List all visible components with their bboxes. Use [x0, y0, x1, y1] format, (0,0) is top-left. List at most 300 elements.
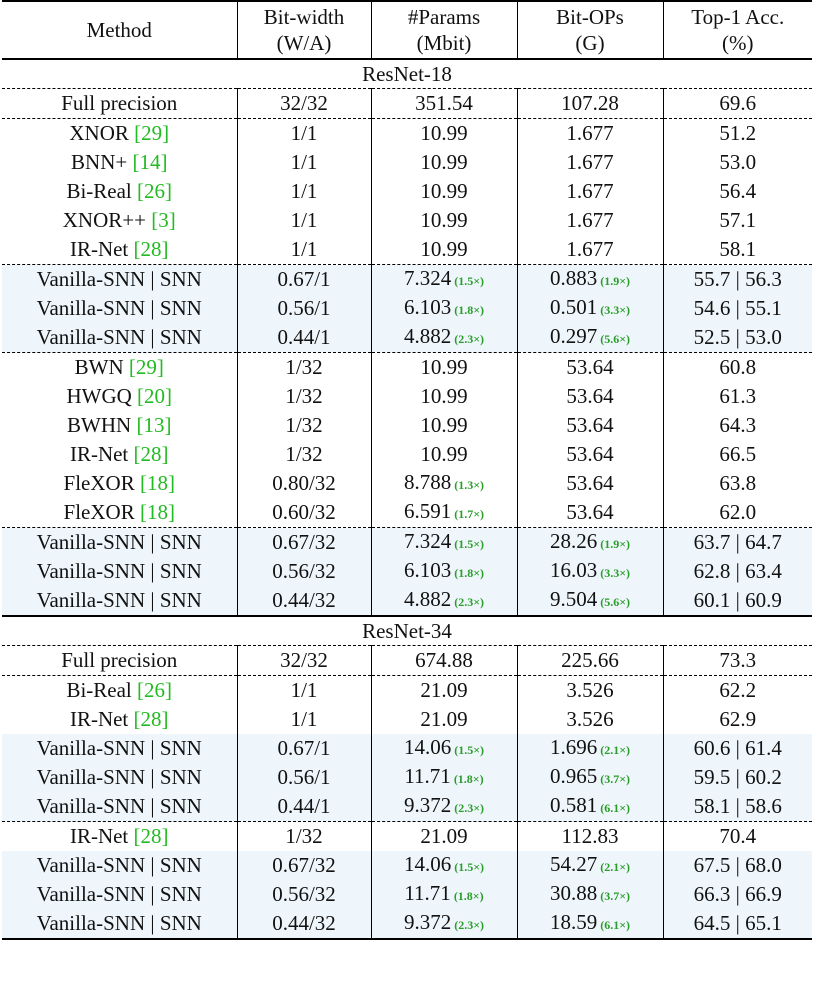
cell-params: [371, 792, 517, 822]
cell-bitwidth: 0.56/32: [237, 880, 371, 909]
bitops-value: 1.677: [566, 179, 614, 203]
cell-bitwidth: 0.67/32: [237, 851, 371, 880]
cell-params: [371, 469, 517, 498]
cell-bitwidth: 1/32: [237, 382, 371, 411]
cell-bitwidth: 32/32: [237, 89, 371, 119]
table-body: [2, 59, 812, 939]
section-title-row: [2, 616, 812, 646]
cell-method: [2, 528, 237, 558]
citation-link[interactable]: [28]: [133, 442, 169, 466]
table-row: [2, 265, 812, 295]
cell-accuracy: 52.5 | 53.0: [663, 323, 812, 353]
citation-link[interactable]: [26]: [137, 678, 173, 702]
method-name: Vanilla-SNN | SNN: [36, 296, 202, 320]
params-compression-ratio: (1.5×): [454, 536, 485, 551]
cell-accuracy: 60.8: [663, 353, 812, 383]
header-bitwidth: Bit-width (W/A): [237, 1, 371, 59]
citation-link[interactable]: [28]: [133, 824, 169, 848]
bitops-speedup-ratio: (3.3×): [600, 302, 631, 317]
header-accuracy: Top-1 Acc. (%): [663, 1, 812, 59]
table-row: [2, 734, 812, 763]
table-row: [2, 880, 812, 909]
cell-params: [371, 646, 517, 676]
params-value: 10.99: [420, 208, 468, 232]
bitops-value: 53.64: [566, 500, 614, 524]
table-row: [2, 586, 812, 616]
params-value: 9.372: [403, 792, 452, 817]
params-value: 4.882: [403, 323, 452, 348]
params-value: 14.06: [403, 734, 452, 759]
cell-bitwidth: 0.44/32: [237, 909, 371, 939]
method-name: IR-Net: [69, 707, 134, 731]
header-method: Method: [86, 18, 152, 42]
section-title: ResNet-34: [362, 618, 452, 643]
bitops-value: 0.501: [549, 294, 598, 319]
cell-accuracy: 57.1: [663, 206, 812, 235]
section-title-row: [2, 59, 812, 89]
params-value: 21.09: [420, 678, 468, 702]
header-params: #Params (Mbit): [371, 1, 517, 59]
cell-params: [371, 734, 517, 763]
method-name: Vanilla-SNN | SNN: [36, 559, 202, 583]
cell-accuracy: 62.0: [663, 498, 812, 528]
citation-link[interactable]: [26]: [137, 179, 173, 203]
cell-method: [2, 705, 237, 734]
citation-link[interactable]: [28]: [133, 707, 169, 731]
cell-bitwidth: 0.44/1: [237, 323, 371, 353]
cell-bitops: [517, 382, 663, 411]
cell-accuracy: 67.5 | 68.0: [663, 851, 812, 880]
bitops-value: 3.526: [566, 678, 614, 702]
bitops-speedup-ratio: (1.9×): [600, 536, 631, 551]
params-value: 21.09: [420, 824, 468, 848]
header-bitops: Bit-OPs (G): [517, 1, 663, 59]
table-row: [2, 235, 812, 265]
cell-bitwidth: 0.67/1: [237, 265, 371, 295]
cell-method: [2, 235, 237, 265]
cell-params: [371, 586, 517, 616]
bitops-value: 1.677: [566, 121, 614, 145]
bitops-value: 30.88: [549, 880, 598, 905]
table-row: [2, 469, 812, 498]
method-name: BNN+: [71, 150, 133, 174]
params-compression-ratio: (1.5×): [454, 742, 485, 757]
cell-method: [2, 557, 237, 586]
cell-params: [371, 676, 517, 706]
method-name: XNOR: [69, 121, 135, 145]
cell-accuracy: 58.1: [663, 235, 812, 265]
params-compression-ratio: (1.8×): [453, 771, 484, 786]
params-compression-ratio: (1.8×): [454, 565, 485, 580]
cell-bitops: [517, 705, 663, 734]
cell-bitwidth: 1/32: [237, 440, 371, 469]
params-value: 10.99: [420, 237, 468, 261]
cell-bitops: [517, 498, 663, 528]
cell-method: [2, 851, 237, 880]
bitops-speedup-ratio: (3.3×): [600, 565, 631, 580]
params-compression-ratio: (2.3×): [454, 917, 485, 932]
cell-bitops: [517, 235, 663, 265]
cell-params: [371, 265, 517, 295]
table-row: [2, 676, 812, 706]
table-row: [2, 909, 812, 939]
table-row: [2, 323, 812, 353]
table-row: [2, 353, 812, 383]
bitops-speedup-ratio: (1.9×): [600, 273, 631, 288]
bitops-speedup-ratio: (5.6×): [600, 331, 631, 346]
cell-method: [2, 880, 237, 909]
cell-bitwidth: 1/1: [237, 177, 371, 206]
cell-method: [2, 177, 237, 206]
cell-params: [371, 411, 517, 440]
method-name: Vanilla-SNN | SNN: [36, 911, 202, 935]
cell-accuracy: 62.9: [663, 705, 812, 734]
table-row: [2, 763, 812, 792]
cell-bitops: [517, 469, 663, 498]
params-compression-ratio: (1.5×): [454, 859, 485, 874]
cell-method: [2, 792, 237, 822]
params-value: 11.71: [404, 763, 451, 788]
bitops-speedup-ratio: (5.6×): [600, 594, 631, 609]
method-name: XNOR++: [62, 208, 152, 232]
method-name: BWHN: [67, 413, 137, 437]
method-name: Vanilla-SNN | SNN: [36, 736, 202, 760]
cell-accuracy: 70.4: [663, 822, 812, 852]
bitops-value: 0.965: [549, 763, 598, 788]
cell-bitwidth: 0.44/1: [237, 792, 371, 822]
cell-params: [371, 763, 517, 792]
params-value: 14.06: [403, 851, 452, 876]
method-name: Bi-Real: [66, 678, 138, 702]
cell-accuracy: 62.8 | 63.4: [663, 557, 812, 586]
cell-method: [2, 294, 237, 323]
cell-method: [2, 763, 237, 792]
cell-bitwidth: 0.67/32: [237, 528, 371, 558]
citation-link[interactable]: [18]: [139, 500, 175, 524]
bitops-speedup-ratio: (2.1×): [600, 859, 631, 874]
method-name: Vanilla-SNN | SNN: [36, 794, 202, 818]
cell-bitops: [517, 177, 663, 206]
cell-accuracy: 60.6 | 61.4: [663, 734, 812, 763]
cell-accuracy: 56.4: [663, 177, 812, 206]
cell-params: [371, 822, 517, 852]
params-value: 10.99: [420, 179, 468, 203]
citation-link[interactable]: [28]: [133, 237, 169, 261]
cell-bitops: [517, 528, 663, 558]
params-value: 7.324: [403, 528, 452, 553]
params-compression-ratio: (2.3×): [454, 331, 485, 346]
cell-params: [371, 498, 517, 528]
method-name: Vanilla-SNN | SNN: [36, 325, 202, 349]
bitops-value: 1.677: [566, 208, 614, 232]
params-value: 6.103: [403, 294, 452, 319]
method-name: Vanilla-SNN | SNN: [36, 882, 202, 906]
table-row: [2, 528, 812, 558]
cell-bitwidth: 0.56/1: [237, 763, 371, 792]
method-name: Vanilla-SNN | SNN: [36, 765, 202, 789]
params-value: 6.591: [403, 498, 452, 523]
method-name: Vanilla-SNN | SNN: [36, 853, 202, 877]
cell-bitwidth: 1/1: [237, 206, 371, 235]
cell-bitwidth: 1/1: [237, 676, 371, 706]
cell-bitops: [517, 792, 663, 822]
cell-bitwidth: 0.56/1: [237, 294, 371, 323]
bitops-value: 53.64: [566, 384, 614, 408]
cell-bitops: [517, 89, 663, 119]
cell-bitwidth: 32/32: [237, 646, 371, 676]
params-compression-ratio: (2.3×): [454, 594, 485, 609]
cell-params: [371, 119, 517, 149]
cell-bitwidth: 0.56/32: [237, 557, 371, 586]
table-row: [2, 148, 812, 177]
cell-bitops: [517, 323, 663, 353]
cell-bitops: [517, 119, 663, 149]
cell-bitops: [517, 676, 663, 706]
cell-bitops: [517, 353, 663, 383]
cell-params: [371, 705, 517, 734]
bitops-value: 53.64: [566, 471, 614, 495]
cell-accuracy: 51.2: [663, 119, 812, 149]
bitops-value: 0.297: [549, 323, 598, 348]
cell-bitops: [517, 265, 663, 295]
method-name: HWGQ: [66, 384, 138, 408]
method-name: Vanilla-SNN | SNN: [36, 588, 202, 612]
method-name: Vanilla-SNN | SNN: [36, 267, 202, 291]
cell-method: [2, 206, 237, 235]
bitops-speedup-ratio: (3.7×): [600, 771, 631, 786]
cell-accuracy: 59.5 | 60.2: [663, 763, 812, 792]
params-value: 10.99: [420, 355, 468, 379]
table-row: [2, 851, 812, 880]
cell-bitops: [517, 822, 663, 852]
params-value: 11.71: [404, 880, 451, 905]
cell-accuracy: 58.1 | 58.6: [663, 792, 812, 822]
cell-accuracy: 66.3 | 66.9: [663, 880, 812, 909]
cell-method: [2, 676, 237, 706]
table-row: [2, 646, 812, 676]
params-value: 4.882: [403, 586, 452, 611]
cell-method: [2, 586, 237, 616]
cell-accuracy: 66.5: [663, 440, 812, 469]
citation-link[interactable]: [18]: [139, 471, 175, 495]
cell-method: [2, 498, 237, 528]
results-table: [2, 0, 812, 940]
table-row: [2, 557, 812, 586]
method-name: FleXOR: [63, 471, 140, 495]
cell-method: [2, 119, 237, 149]
cell-bitwidth: 1/1: [237, 705, 371, 734]
table-row: [2, 382, 812, 411]
cell-params: [371, 323, 517, 353]
params-compression-ratio: (1.8×): [454, 302, 485, 317]
method-name: Full precision: [61, 648, 178, 672]
params-value: 8.788: [403, 469, 452, 494]
cell-method: [2, 909, 237, 939]
cell-bitwidth: 1/32: [237, 411, 371, 440]
cell-bitwidth: 1/32: [237, 353, 371, 383]
method-name: FleXOR: [63, 500, 140, 524]
params-value: 10.99: [420, 121, 468, 145]
cell-method: [2, 353, 237, 383]
cell-bitwidth: 1/1: [237, 148, 371, 177]
cell-bitops: [517, 734, 663, 763]
bitops-value: 1.677: [566, 237, 614, 261]
cell-bitops: [517, 148, 663, 177]
citation-link[interactable]: [14]: [132, 150, 168, 174]
cell-params: [371, 440, 517, 469]
cell-bitwidth: 1/1: [237, 235, 371, 265]
method-name: Full precision: [61, 91, 178, 115]
cell-method: [2, 89, 237, 119]
cell-bitops: [517, 411, 663, 440]
params-value: 10.99: [420, 150, 468, 174]
cell-bitops: [517, 294, 663, 323]
params-value: 6.103: [403, 557, 452, 582]
cell-bitops: [517, 909, 663, 939]
cell-method: [2, 323, 237, 353]
bitops-value: 53.64: [566, 413, 614, 437]
cell-accuracy: 60.1 | 60.9: [663, 586, 812, 616]
params-value: 351.54: [415, 91, 473, 115]
params-value: 7.324: [403, 265, 452, 290]
method-name: IR-Net: [69, 824, 134, 848]
cell-accuracy: 53.0: [663, 148, 812, 177]
method-name: IR-Net: [69, 237, 134, 261]
cell-method: [2, 822, 237, 852]
table-row: [2, 705, 812, 734]
cell-method: [2, 440, 237, 469]
cell-accuracy: 61.3: [663, 382, 812, 411]
params-compression-ratio: (1.5×): [454, 273, 485, 288]
cell-accuracy: 63.8: [663, 469, 812, 498]
section-title: ResNet-18: [362, 61, 452, 86]
bitops-speedup-ratio: (6.1×): [600, 917, 631, 932]
cell-bitwidth: 1/1: [237, 119, 371, 149]
table-row: [2, 498, 812, 528]
cell-bitwidth: 0.80/32: [237, 469, 371, 498]
cell-method: [2, 148, 237, 177]
table-row: [2, 440, 812, 469]
table-header: [2, 1, 812, 59]
cell-bitwidth: 1/32: [237, 822, 371, 852]
cell-method: [2, 469, 237, 498]
cell-params: [371, 880, 517, 909]
table-row: [2, 792, 812, 822]
citation-link[interactable]: [29]: [128, 355, 164, 379]
params-value: 9.372: [403, 909, 452, 934]
method-name: BWN: [74, 355, 129, 379]
cell-params: [371, 353, 517, 383]
table-row: [2, 89, 812, 119]
bitops-speedup-ratio: (6.1×): [600, 800, 631, 815]
table-row: [2, 294, 812, 323]
cell-params: [371, 148, 517, 177]
cell-bitops: [517, 557, 663, 586]
params-compression-ratio: (1.8×): [453, 888, 484, 903]
bitops-value: 16.03: [549, 557, 598, 582]
citation-link[interactable]: [13]: [136, 413, 172, 437]
cell-params: [371, 89, 517, 119]
cell-accuracy: 69.6: [663, 89, 812, 119]
bitops-value: 0.581: [549, 792, 598, 817]
bitops-value: 54.27: [549, 851, 598, 876]
cell-method: [2, 411, 237, 440]
params-value: 10.99: [420, 442, 468, 466]
cell-method: [2, 382, 237, 411]
cell-bitwidth: 0.60/32: [237, 498, 371, 528]
bitops-speedup-ratio: (2.1×): [600, 742, 631, 757]
cell-bitwidth: 0.67/1: [237, 734, 371, 763]
params-value: 10.99: [420, 384, 468, 408]
cell-bitops: [517, 586, 663, 616]
bitops-value: 107.28: [561, 91, 619, 115]
table-row: [2, 411, 812, 440]
cell-method: [2, 265, 237, 295]
params-value: 21.09: [420, 707, 468, 731]
cell-method: [2, 646, 237, 676]
bitops-value: 0.883: [549, 265, 598, 290]
bitops-value: 1.696: [549, 734, 598, 759]
cell-method: [2, 734, 237, 763]
params-value: 674.88: [415, 648, 473, 672]
table-row: [2, 119, 812, 149]
cell-params: [371, 909, 517, 939]
cell-params: [371, 557, 517, 586]
cell-accuracy: 54.6 | 55.1: [663, 294, 812, 323]
cell-bitops: [517, 851, 663, 880]
cell-accuracy: 73.3: [663, 646, 812, 676]
citation-link[interactable]: [3]: [151, 208, 176, 232]
bitops-speedup-ratio: (3.7×): [600, 888, 631, 903]
params-value: 10.99: [420, 413, 468, 437]
table-row: [2, 177, 812, 206]
cell-params: [371, 235, 517, 265]
cell-bitops: [517, 440, 663, 469]
cell-params: [371, 382, 517, 411]
cell-params: [371, 206, 517, 235]
bitops-value: 112.83: [561, 824, 619, 848]
bitops-value: 1.677: [566, 150, 614, 174]
citation-link[interactable]: [20]: [137, 384, 173, 408]
cell-accuracy: 62.2: [663, 676, 812, 706]
citation-link[interactable]: [29]: [134, 121, 170, 145]
bitops-value: 9.504: [549, 586, 598, 611]
cell-accuracy: 55.7 | 56.3: [663, 265, 812, 295]
params-compression-ratio: (2.3×): [454, 800, 485, 815]
params-compression-ratio: (1.3×): [454, 477, 485, 492]
bitops-value: 3.526: [566, 707, 614, 731]
cell-bitwidth: 0.44/32: [237, 586, 371, 616]
cell-bitops: [517, 880, 663, 909]
cell-bitops: [517, 206, 663, 235]
cell-bitops: [517, 646, 663, 676]
bitops-value: 28.26: [549, 528, 598, 553]
method-name: Vanilla-SNN | SNN: [36, 530, 202, 554]
cell-accuracy: 64.5 | 65.1: [663, 909, 812, 939]
bitops-value: 53.64: [566, 442, 614, 466]
cell-params: [371, 851, 517, 880]
cell-accuracy: 64.3: [663, 411, 812, 440]
bitops-value: 18.59: [549, 909, 598, 934]
cell-params: [371, 294, 517, 323]
method-name: IR-Net: [69, 442, 134, 466]
params-compression-ratio: (1.7×): [454, 506, 485, 521]
bitops-value: 53.64: [566, 355, 614, 379]
cell-params: [371, 528, 517, 558]
cell-accuracy: 63.7 | 64.7: [663, 528, 812, 558]
table-row: [2, 206, 812, 235]
method-name: Bi-Real: [66, 179, 138, 203]
